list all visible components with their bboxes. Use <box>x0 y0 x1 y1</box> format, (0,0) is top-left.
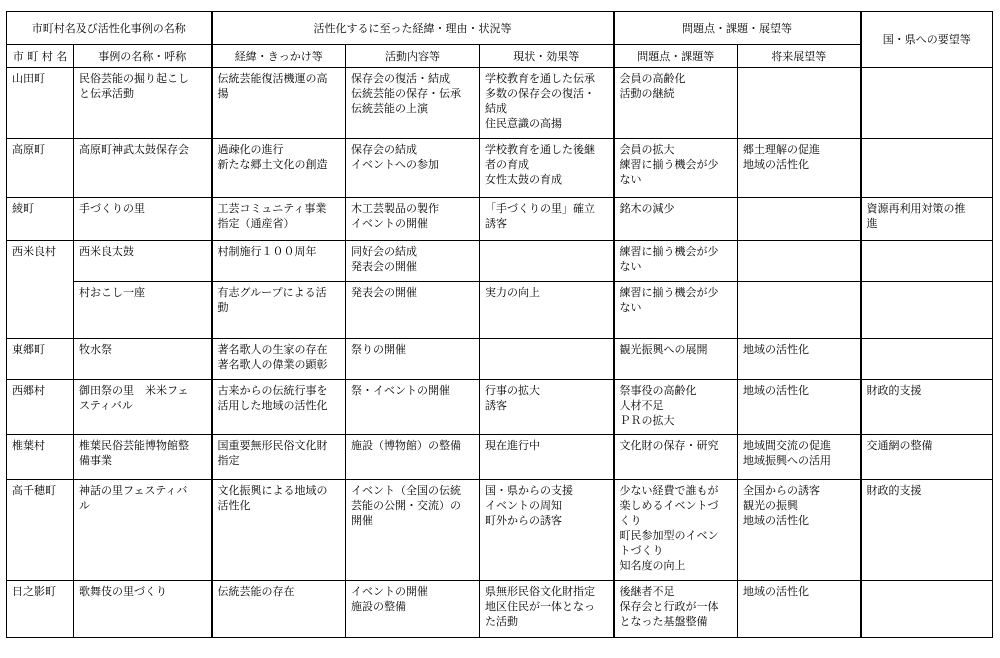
revitalization-cases-table <box>6 11 993 638</box>
cell-case-name: 神話の里フェスティバ ル <box>74 480 212 581</box>
cell-status: 学校教育を通した伝承 多数の保存会の復活・ 結成 住民意識の高揚 <box>480 68 614 139</box>
cell-problems: 練習に揃う機会が少 ない <box>614 241 738 282</box>
cell-status: 学校教育を通した後継 者の育成 女性太鼓の育成 <box>480 139 614 198</box>
cell-background: 文化振興による地域の 活性化 <box>212 480 346 581</box>
header-outlook: 将来展望等 <box>738 45 861 68</box>
header-activities: 活動内容等 <box>346 45 480 68</box>
cell-municipality: 西郷村 <box>7 380 74 435</box>
cell-status: 行事の拡大 誘客 <box>480 380 614 435</box>
cell-case-name: 牧水祭 <box>74 339 212 380</box>
table-row <box>7 198 993 241</box>
cell-outlook: 地域の活性化 <box>738 581 861 638</box>
cell-status <box>480 241 614 282</box>
cell-outlook <box>738 198 861 241</box>
cell-activities: 祭・イベントの開催 <box>346 380 480 435</box>
header-status: 現状・効果等 <box>480 45 614 68</box>
table-row <box>7 139 993 198</box>
cell-problems: 練習に揃う機会が少 ない <box>614 282 738 339</box>
cell-background: 伝統芸能復活機運の高 揚 <box>212 68 346 139</box>
cell-outlook <box>738 68 861 139</box>
cell-status: 県無形民俗文化財指定 地区住民が一体となっ た活動 <box>480 581 614 638</box>
cell-requests: 資源再利用対策の推 進 <box>861 198 993 241</box>
cell-case-name: 高原町神武太鼓保存会 <box>74 139 212 198</box>
table-row <box>7 380 993 435</box>
cell-activities: 保存会の復活・結成 伝統芸能の保存・伝承 伝統芸能の上演 <box>346 68 480 139</box>
cell-background: 著名歌人の生家の存在 著名歌人の偉業の顕彰 <box>212 339 346 380</box>
cell-outlook: 全国からの誘客 観光の振興 地域の活性化 <box>738 480 861 581</box>
cell-status: 現在進行中 <box>480 435 614 480</box>
header-municipality-group: 市町村名及び活性化事例の名称 <box>7 12 212 45</box>
header-background-group: 活性化するに至った経緯・理由・状況等 <box>212 12 614 45</box>
cell-problems: 少ない経費で誰もが 楽しめるイベントづ くり 町民参加型のイベン トづくり 知名度の向上 <box>614 480 738 581</box>
cell-activities: 保存会の結成 イベントへの参加 <box>346 139 480 198</box>
cell-requests <box>861 581 993 638</box>
cell-case-name: 村おこし一座 <box>74 282 212 339</box>
table-body <box>7 68 993 638</box>
cell-municipality: 高原町 <box>7 139 74 198</box>
header-problems: 問題点・課題等 <box>614 45 738 68</box>
cell-background: 伝統芸能の存在 <box>212 581 346 638</box>
cell-municipality: 東郷町 <box>7 339 74 380</box>
cell-outlook: 地域の活性化 <box>738 380 861 435</box>
cell-municipality: 高千穂町 <box>7 480 74 581</box>
header-municipality: 市 町 村 名 <box>7 45 74 68</box>
table-row <box>7 480 993 581</box>
cell-outlook: 地域間交流の促進 地域振興への活用 <box>738 435 861 480</box>
cell-requests <box>861 282 993 339</box>
header-case-name: 事例の名称・呼称 <box>74 45 212 68</box>
cell-activities: イベントの開催 施設の整備 <box>346 581 480 638</box>
table-row <box>7 241 993 282</box>
cell-background: 工芸コミュニティ事業 指定（通産省） <box>212 198 346 241</box>
cell-municipality: 山田町 <box>7 68 74 139</box>
cell-municipality: 西米良村 <box>7 241 74 339</box>
cell-background: 国重要無形民俗文化財 指定 <box>212 435 346 480</box>
cell-requests <box>861 339 993 380</box>
cell-municipality: 椎葉村 <box>7 435 74 480</box>
table-header <box>7 12 993 68</box>
cell-requests: 財政的支援 <box>861 480 993 581</box>
cell-problems: 後継者不足 保存会と行政が一体 となった基盤整備 <box>614 581 738 638</box>
table-row <box>7 435 993 480</box>
cell-requests: 交通網の整備 <box>861 435 993 480</box>
cell-problems: 祭事役の高齢化 人材不足 ＰＲの拡大 <box>614 380 738 435</box>
cell-activities: 木工芸製品の製作 イベントの開催 <box>346 198 480 241</box>
cell-background: 古来からの伝統行事を 活用した地域の活性化 <box>212 380 346 435</box>
table-row <box>7 339 993 380</box>
cell-municipality: 綾町 <box>7 198 74 241</box>
header-issues-group: 問題点・課題・展望等 <box>614 12 861 45</box>
cell-background: 村制施行１００周年 <box>212 241 346 282</box>
cell-activities: イベント（全国の伝統 芸能の公開・交流）の 開催 <box>346 480 480 581</box>
cell-case-name: 手づくりの里 <box>74 198 212 241</box>
cell-outlook <box>738 282 861 339</box>
cell-case-name: 西米良太鼓 <box>74 241 212 282</box>
survey-table-sheet <box>6 11 992 638</box>
cell-requests <box>861 241 993 282</box>
cell-case-name: 御田祭の里 米米フェ スティバル <box>74 380 212 435</box>
cell-status: 国・県からの支援 イベントの周知 町外からの誘客 <box>480 480 614 581</box>
table-row <box>7 68 993 139</box>
cell-status <box>480 339 614 380</box>
cell-case-name: 民俗芸能の掘り起こし と伝承活動 <box>74 68 212 139</box>
cell-status: 「手づくりの里」確立 誘客 <box>480 198 614 241</box>
cell-requests <box>861 68 993 139</box>
table-row <box>7 581 993 638</box>
cell-background: 過疎化の進行 新たな郷土文化の創造 <box>212 139 346 198</box>
cell-status: 実力の向上 <box>480 282 614 339</box>
cell-problems: 会員の拡大 練習に揃う機会が少 ない <box>614 139 738 198</box>
cell-background: 有志グループによる活 動 <box>212 282 346 339</box>
cell-activities: 祭りの開催 <box>346 339 480 380</box>
header-background: 経緯・きっかけ等 <box>212 45 346 68</box>
cell-activities: 発表会の開催 <box>346 282 480 339</box>
cell-activities: 施設（博物館）の整備 <box>346 435 480 480</box>
cell-case-name: 歌舞伎の里づくり <box>74 581 212 638</box>
cell-problems: 銘木の減少 <box>614 198 738 241</box>
header-requests: 国・県への要望等 <box>861 12 993 68</box>
cell-outlook: 郷土理解の促進 地域の活性化 <box>738 139 861 198</box>
cell-problems: 会員の高齢化 活動の継続 <box>614 68 738 139</box>
cell-outlook <box>738 241 861 282</box>
cell-case-name: 椎葉民俗芸能博物館整 備事業 <box>74 435 212 480</box>
table-row <box>7 282 993 339</box>
cell-municipality: 日之影町 <box>7 581 74 638</box>
cell-outlook: 地域の活性化 <box>738 339 861 380</box>
cell-requests <box>861 139 993 198</box>
cell-problems: 観光振興への展開 <box>614 339 738 380</box>
cell-activities: 同好会の結成 発表会の開催 <box>346 241 480 282</box>
cell-requests: 財政的支援 <box>861 380 993 435</box>
cell-problems: 文化財の保存・研究 <box>614 435 738 480</box>
